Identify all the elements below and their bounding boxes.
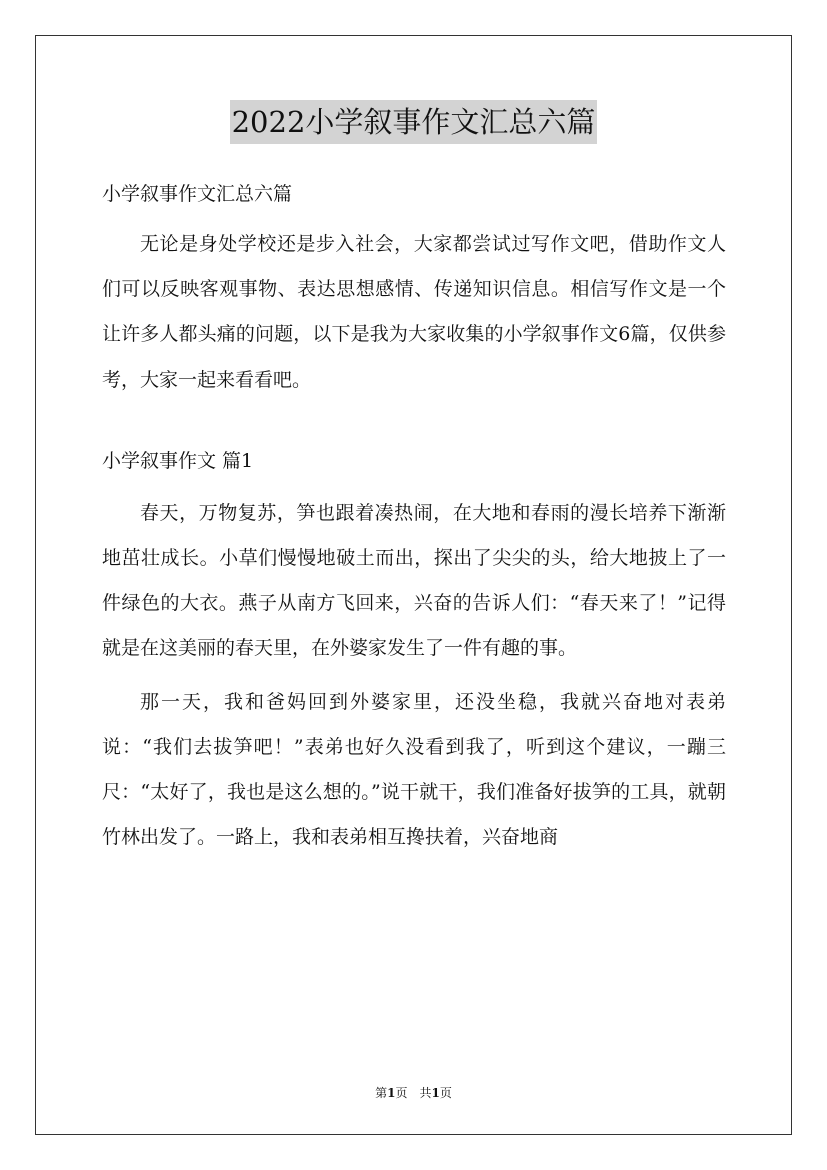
document-title: 2022小学叙事作文汇总六篇 [230,100,598,144]
footer-suffix: 页 [439,1086,452,1100]
section-paragraph-1: 春天，万物复苏，笋也跟着凑热闹，在大地和春雨的漫长培养下渐渐地茁壮成长。小草们慢慢地破土而出，探出了尖尖的头，给大地披上了一件绿色的大衣。燕子从南方飞回来，兴奋的告诉人们：“春天来了！”记得就是在这美丽的春天里，在外婆家发生了一件有趣的事。 [102,501,726,660]
document-body [102,172,726,860]
footer-page-total: 1 [431,1086,440,1100]
intro-paragraph: 无论是身处学校还是步入社会，大家都尝试过写作文吧，借助作文人们可以反映客观事物、表达思想感情、传递知识信息。相信写作文是一个让许多人都头痛的问题，以下是我为大家收集的小学叙事作文6篇，仅供参考，大家一起来看看吧。 [102,233,726,391]
section-heading: 小学叙事作文 篇1 [102,449,254,472]
subtitle: 小学叙事作文汇总六篇 [102,183,293,205]
page-footer [0,1084,827,1101]
section-paragraph-2: 那一天，我和爸妈回到外婆家里，还没坐稳，我就兴奋地对表弟说：“我们去拔笋吧！”表弟也好久没看到我了，听到这个建议，一蹦三尺：“太好了，我也是这么想的。”说干就干，我们准备好拔笋的工具，就朝竹林出发了。一路上，我和表弟相互搀扶着，兴奋地商 [102,690,726,849]
footer-mid: 页 共 [395,1086,432,1100]
footer-page-number: 1 [387,1086,396,1100]
footer-prefix: 第 [375,1086,388,1100]
document-title-wrapper [0,100,827,144]
